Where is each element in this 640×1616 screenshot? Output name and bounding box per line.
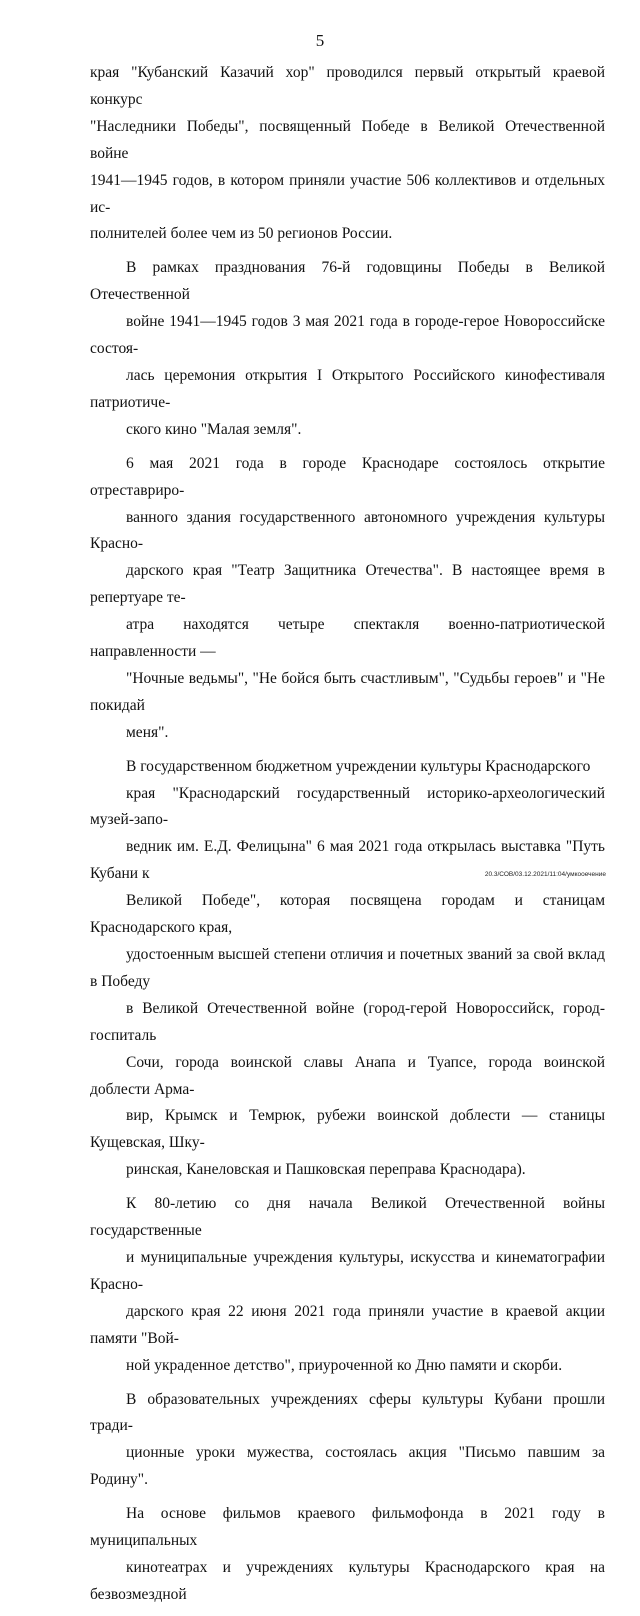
paragraph [90,255,605,443]
text-line: 6 мая 2021 года в городе Краснодаре состоялось открытие отреставриро- [90,454,605,499]
paragraph [90,451,605,747]
text-line: ционные уроки мужества, состоялась акция "Письмо павшим за Родину". [90,1444,605,1489]
text-line: К 80-летию со дня начала Великой Отечественной войны государственные [90,1195,605,1240]
text-line: вир, Крымск и Темрюк, рубежи воинской доблести — станицы Кущевская, Шку- [90,1107,605,1152]
document-body [90,60,605,1616]
text-line: В образовательных учреждениях сферы культуры Кубани прошли тради- [90,1390,605,1435]
text-line: ского кино "Малая земля". [126,420,302,438]
text-line: меня". [126,723,169,741]
paragraph [90,1191,605,1379]
text-line: На основе фильмов краевого фильмофонда в 2021 году в муниципальных [90,1505,605,1550]
text-line: края "Кубанский Казачий хор" проводился первый открытый краевой конкурс [90,64,605,108]
text-line: ринская, Канеловская и Пашковская переправа Краснодара). [126,1161,526,1179]
text-line: ведник им. Е.Д. Фелицына" 6 мая 2021 года открылась выставка "Путь Кубани к [90,838,605,883]
text-line: "Наследники Победы", посвященный Победе в Великой Отечественной войне [90,117,605,162]
text-line: и муниципальные учреждения культуры, искусства и кинематографии Красно- [90,1248,605,1293]
text-line: края "Краснодарский государственный историко-археологический музей-запо- [90,784,605,829]
text-line: ванного здания государственного автономного учреждения культуры Красно- [90,508,605,553]
text-line: 1941—1945 годов, в котором приняли участие 506 коллективов и отдельных ис- [90,171,605,216]
text-line: "Ночные ведьмы", "Не бойся быть счастливым", "Судьбы героев" и "Не покидай [90,669,605,714]
text-line: Сочи, города воинской славы Анапа и Туапсе, города воинской доблести Арма- [90,1053,605,1098]
text-line: полнителей более чем из 50 регионов России. [90,225,393,243]
paragraph [90,1387,605,1495]
text-line: атра находятся четыре спектакля военно-патриотической направленности — [90,616,605,661]
text-line: В государственном бюджетном учреждении культуры Краснодарского [126,757,591,775]
paragraph [90,1501,605,1609]
text-line: лась церемония открытия I Открытого Российского кинофестиваля патриотиче- [90,366,605,411]
text-line: кинотеатрах и учреждениях культуры Краснодарского края на безвозмездной [90,1558,605,1603]
page-number: 5 [315,31,325,50]
text-line: дарского края "Театр Защитника Отечества". В настоящее время в репертуаре те- [90,562,605,607]
document-registration-code: 20.3/СОВ/03.12.2021/11:04/умкооечение [484,871,606,878]
text-line: Великой Победе", которая посвящена городам и станицам Краснодарского края, [90,892,605,937]
text-line: войне 1941—1945 годов 3 мая 2021 года в городе-герое Новороссийске состоя- [90,313,605,358]
text-line: ной украденное детство", приуроченной ко Дню памяти и скорби. [126,1356,563,1374]
text-line: в Великой Отечественной войне (город-герой Новороссийск, город-госпиталь [90,999,605,1044]
text-line: дарского края 22 июня 2021 года приняли участие в краевой акции памяти "Вой- [90,1302,605,1347]
paragraph [90,754,605,1185]
text-line: В рамках празднования 76-й годовщины Победы в Великой Отечественной [90,259,605,304]
text-line: удостоенным высшей степени отличия и почетных званий за свой вклад в Победу [90,946,605,990]
paragraph [90,60,605,248]
